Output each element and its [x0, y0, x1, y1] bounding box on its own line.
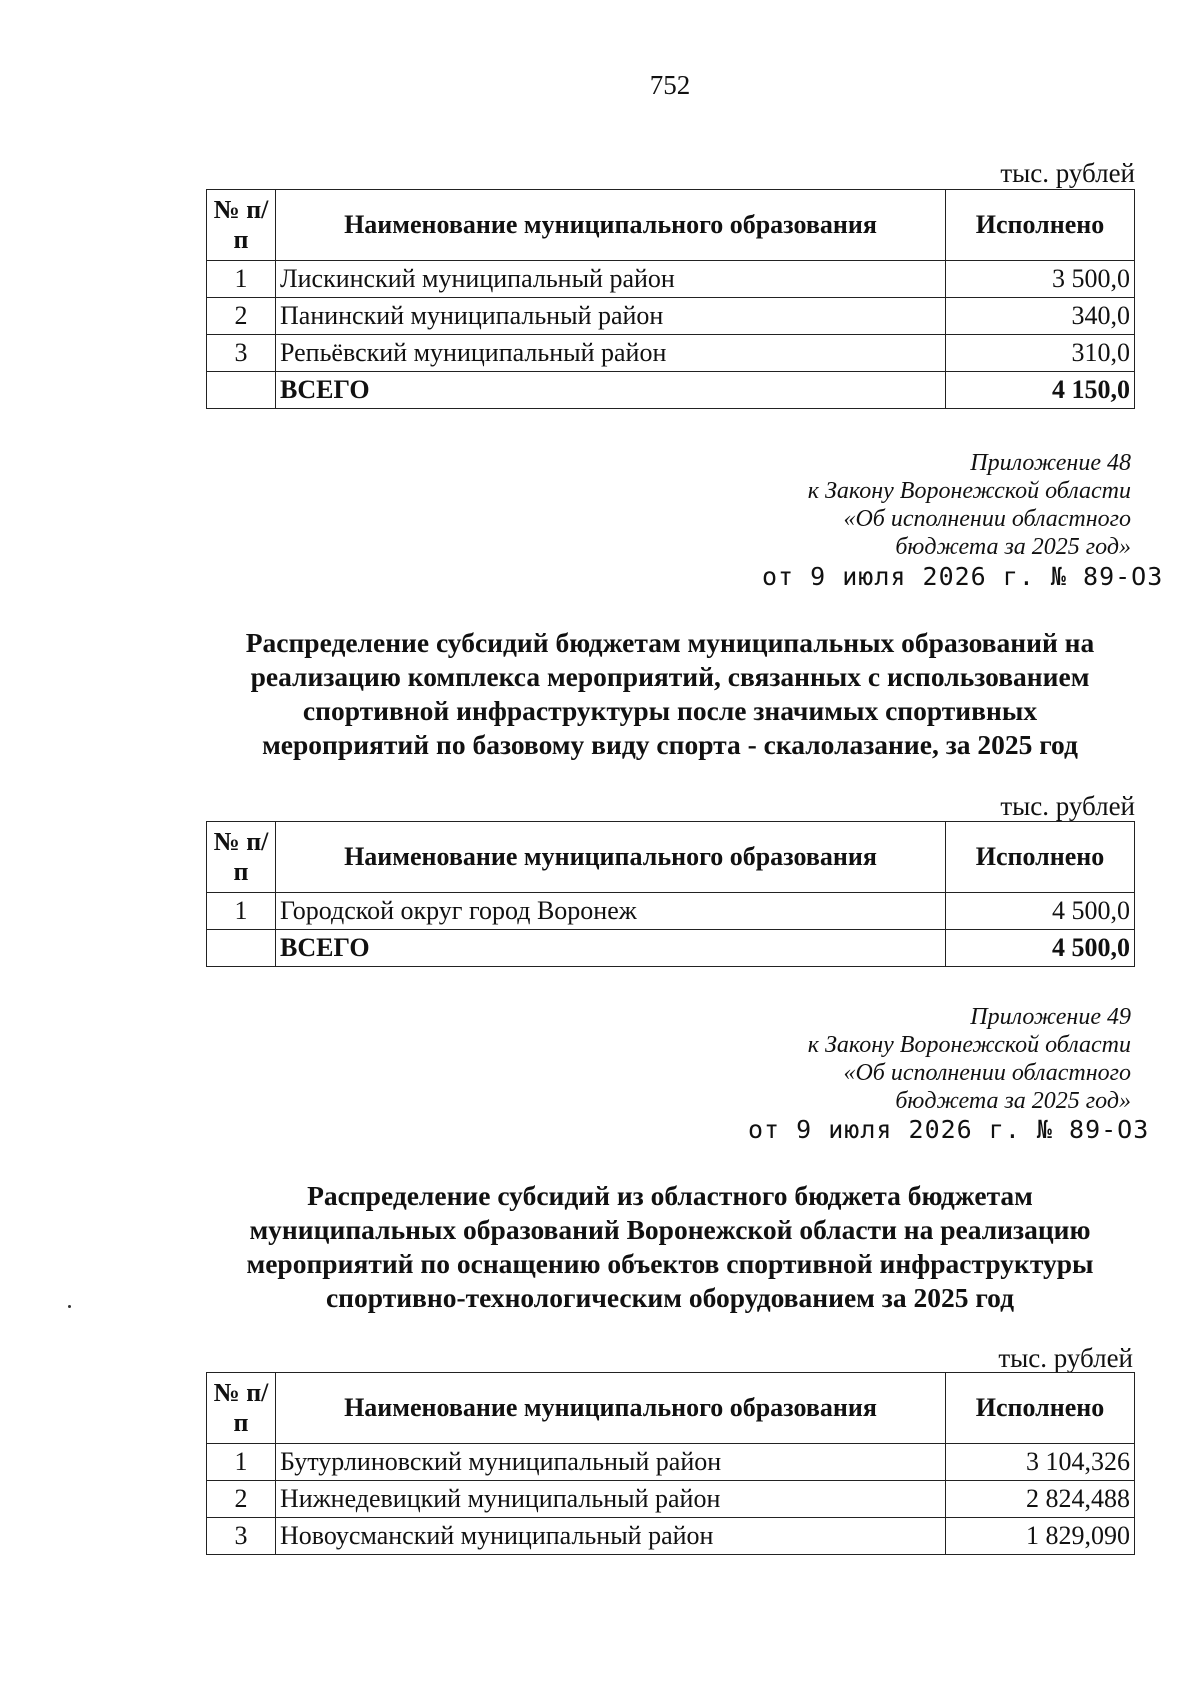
row-name: Бутурлиновский муниципальный район	[276, 1444, 946, 1481]
total-value: 4 500,0	[946, 930, 1135, 967]
row-name: Лискинский муниципальный район	[276, 261, 946, 298]
table-2	[206, 821, 1135, 967]
unit-label: тыс. рублей	[998, 1343, 1133, 1373]
table-row	[207, 1518, 1135, 1555]
row-name: Городской округ город Воронеж	[276, 893, 946, 930]
unit-label: тыс. рублей	[1000, 158, 1135, 188]
header-value: Исполнено	[946, 822, 1135, 893]
total-row	[207, 930, 1135, 967]
header-value: Исполнено	[946, 1373, 1135, 1444]
law-stamp: от 9 июля 2026 г. № 89-ОЗ	[748, 1115, 1150, 1144]
header-num: № п/п	[207, 1373, 276, 1444]
total-label: ВСЕГО	[276, 372, 946, 409]
row-name: Новоусманский муниципальный район	[276, 1518, 946, 1555]
header-name: Наименование муниципального образования	[276, 1373, 946, 1444]
scan-speck	[68, 1305, 71, 1308]
row-num: 1	[207, 261, 276, 298]
appendix-line: к Закону Воронежской области	[807, 478, 1131, 504]
table-1	[206, 189, 1135, 409]
row-value: 340,0	[946, 298, 1135, 335]
table-row	[207, 298, 1135, 335]
heading-line: спортивно-технологическим оборудованием за 2025 год	[325, 1282, 1015, 1313]
header-name: Наименование муниципального образования	[276, 822, 946, 893]
row-num: 3	[207, 1518, 276, 1555]
row-value: 3 104,326	[946, 1444, 1135, 1481]
heading-line: муниципальных образований Воронежской области на реализацию	[249, 1214, 1091, 1245]
unit-label: тыс. рублей	[1000, 791, 1135, 821]
total-num	[207, 372, 276, 409]
appendix-line: «Об исполнении областного	[843, 1060, 1131, 1086]
table-row	[207, 893, 1135, 930]
header-num: № п/п	[207, 190, 276, 261]
row-name: Панинский муниципальный район	[276, 298, 946, 335]
total-row	[207, 372, 1135, 409]
total-label: ВСЕГО	[276, 930, 946, 967]
row-value: 4 500,0	[946, 893, 1135, 930]
row-num: 3	[207, 335, 276, 372]
appendix-line: Приложение 49	[970, 1004, 1131, 1030]
table-row	[207, 335, 1135, 372]
table-row	[207, 1481, 1135, 1518]
heading-line: Распределение субсидий бюджетам муниципальных образований на	[245, 627, 1095, 658]
row-num: 2	[207, 298, 276, 335]
page-number: 752	[649, 70, 691, 100]
table-header-row	[207, 1373, 1135, 1444]
heading-line: мероприятий по базовому виду спорта - скалолазание, за 2025 год	[262, 729, 1078, 760]
table-header-row	[207, 190, 1135, 261]
appendix-line: бюджета за 2025 год»	[895, 1088, 1131, 1114]
header-value: Исполнено	[946, 190, 1135, 261]
total-value: 4 150,0	[946, 372, 1135, 409]
row-value: 3 500,0	[946, 261, 1135, 298]
table-row	[207, 261, 1135, 298]
heading-line: мероприятий по оснащению объектов спортивной инфраструктуры	[246, 1248, 1094, 1279]
section-heading	[200, 626, 1140, 762]
heading-line: Распределение субсидий из областного бюджета бюджетам	[307, 1180, 1033, 1211]
header-name: Наименование муниципального образования	[276, 190, 946, 261]
appendix-line: бюджета за 2025 год»	[895, 534, 1131, 560]
row-value: 2 824,488	[946, 1481, 1135, 1518]
header-num: № п/п	[207, 822, 276, 893]
row-value: 1 829,090	[946, 1518, 1135, 1555]
appendix-line: Приложение 48	[970, 450, 1131, 476]
appendix-48	[611, 449, 1131, 561]
row-name: Репьёвский муниципальный район	[276, 335, 946, 372]
appendix-line: «Об исполнении областного	[843, 506, 1131, 532]
row-num: 2	[207, 1481, 276, 1518]
row-value: 310,0	[946, 335, 1135, 372]
row-name: Нижнедевицкий муниципальный район	[276, 1481, 946, 1518]
section-heading	[200, 1179, 1140, 1315]
table-3	[206, 1372, 1135, 1555]
heading-line: спортивной инфраструктуры после значимых спортивных	[302, 695, 1038, 726]
table-header-row	[207, 822, 1135, 893]
table-row	[207, 1444, 1135, 1481]
appendix-49	[611, 1003, 1131, 1115]
row-num: 1	[207, 1444, 276, 1481]
law-stamp: от 9 июля 2026 г. № 89-ОЗ	[762, 562, 1164, 591]
row-num: 1	[207, 893, 276, 930]
heading-line: реализацию комплекса мероприятий, связанных с использованием	[250, 661, 1090, 692]
total-num	[207, 930, 276, 967]
appendix-line: к Закону Воронежской области	[807, 1032, 1131, 1058]
